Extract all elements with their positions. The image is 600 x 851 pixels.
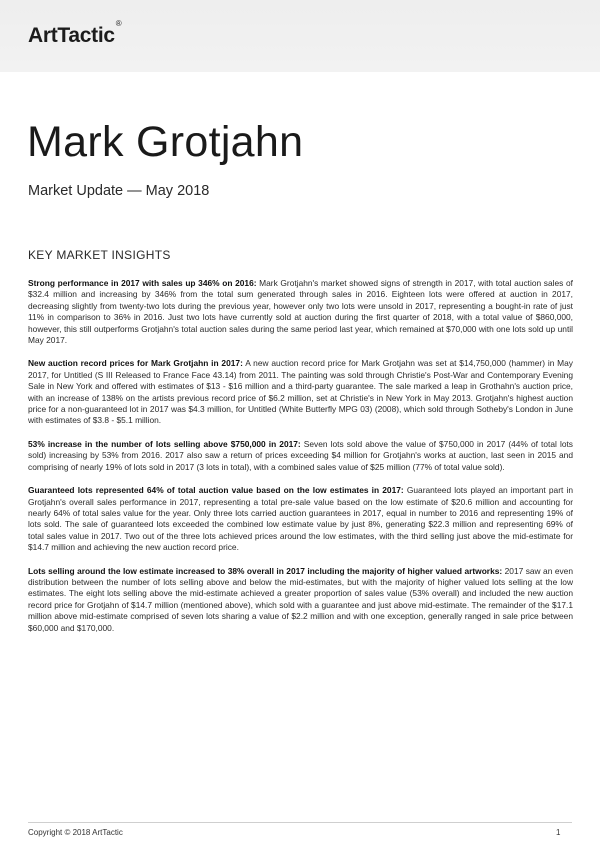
insight-body: 2017 saw an even distribution between the number of lots selling above and below the mid-estimates, but with the majority of higher valued lots selling at the low estimates. The eight lots selling above the mid-estimate achieved a greater proportion of sales value (53% overall) and included the new auction record price for Grotjahn of $14.7 million (mentioned above), which sold with a guarantee and just above mid-estimate. The remainder of the $17.1 million above mid-estimate comprised of seven lots sharing a value of $2.2 million and with one exception, generally ranged in sale price between $60,000 and $170,000. xyxy=(28,565,573,633)
registered-mark: ® xyxy=(115,19,122,28)
insights-content xyxy=(28,278,573,646)
insight-paragraph xyxy=(28,439,573,473)
insight-body: Guaranteed lots played an important part in Grotjahn's overall sales performance in 2017, representing a total pre-sale value based on the low estimate of $20.6 million and accounting for nearly 64% of total sales value for the year. Only three lots carried auction guarantees in 2017, equal in number to 2016 and representing 19% of lots sold. The sale of guaranteed lots exceeded the combined low estimate value by just 8%, generating $22.3 million and representing 69% of total sales value in 2017. Two out of the three lots achieved prices around the low estimates, with the third selling just above the mid-estimate for $14.7 million and achieving the new auction record price. xyxy=(28,485,573,553)
footer-divider xyxy=(28,822,572,823)
page-number: 1 xyxy=(556,828,561,837)
insight-paragraph xyxy=(28,358,573,426)
insight-lead: Strong performance in 2017 with sales up 346% on 2016: xyxy=(28,278,257,288)
section-heading: KEY MARKET INSIGHTS xyxy=(28,248,171,262)
insight-body: Mark Grotjahn's market showed signs of strength in 2017, with total auction sales of $32.4 million and increasing by 346% from the total sum generated through sales in 2016. Eighteen lots were offered at auction in 2017, decreasing slightly from twenty-two lots during the previous year, however only two lots were unsold in 2017, representing a bought-in rate of just 11% in comparison to 36% in 2016. Just two lots have currently sold at auction during the first quarter of 2018, with a total value of $860,000, however, this still outperforms Grotjahn's total auction sales during the same period last year, which remained at $70,000 with one lots sold up until May 2017. xyxy=(28,278,573,346)
brand-logo xyxy=(28,19,122,48)
insight-paragraph xyxy=(28,566,573,634)
page-subtitle: Market Update — May 2018 xyxy=(28,183,210,199)
page-title: Mark Grotjahn xyxy=(27,118,304,166)
footer-copyright: Copyright © 2018 ArtTactic xyxy=(28,828,123,837)
insight-paragraph xyxy=(28,278,573,346)
insight-lead: Guaranteed lots represented 64% of total auction value based on the low estimates in 2017: xyxy=(28,485,404,496)
insight-body: Seven lots sold above the value of $750,000 in 2017 (44% of total lots sold) increasing by 53% from 2016. 2017 also saw a return of prices exceeding $4 million for Grotjahn's works at auction, last seen in 2015 and comprising of nearly 19% of lots sold in 2017 (3 lots in total), with a combined sales value of $25 million (77% of total value sold). xyxy=(28,438,573,472)
insight-lead: New auction record prices for Mark Grotjahn in 2017: xyxy=(28,358,243,369)
insight-lead: 53% increase in the number of lots selling above $750,000 in 2017: xyxy=(28,438,301,449)
brand-name: ArtTactic xyxy=(28,24,115,47)
insight-paragraph xyxy=(28,485,573,553)
insight-lead: Lots selling around the low estimate increased to 38% overall in 2017 including the majority of higher valued artworks: xyxy=(28,565,503,576)
insight-body: A new auction record price for Mark Grotjahn was set at $14,750,000 (hammer) in May 2017, for Untitled (S III Released to France Face 43.14) from 2011. The painting was sold through Christie's Post-War and Contemporary Evening Sale in New York and offered with estimates of $13 - $16 million and a third-party guarantee. The sale marked a leap in Grothahn's auction price, with an increase of 138% on the artists previous record price of $6.2 million, set at Christie's in New York in May 2013. Grotjahn's highest auction price for a non-guaranteed lot in 2017 was $4.3 million, for Untitled (White Butterfly MPG 03) (2008), which sold through Sotheby's London in June with estimates of $3.8 - $5.1 million. xyxy=(28,358,573,426)
